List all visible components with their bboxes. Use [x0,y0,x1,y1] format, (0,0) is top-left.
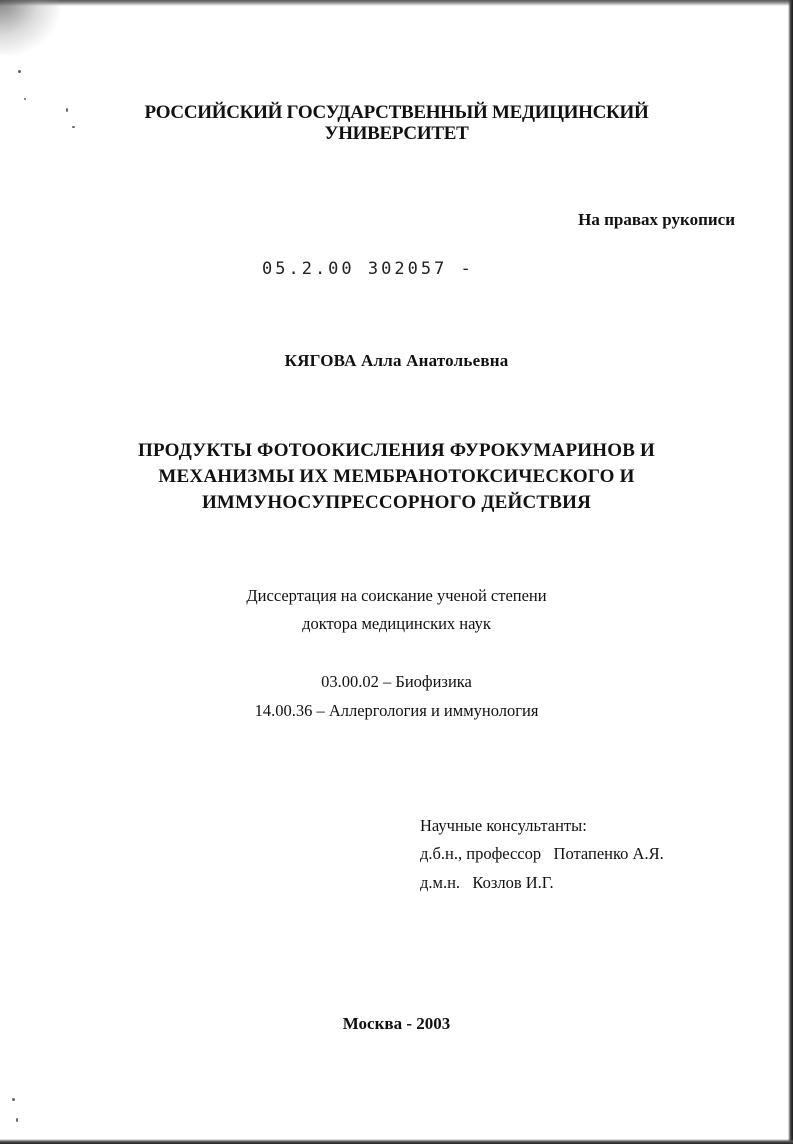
rights-note: На правах рукописи [578,210,735,229]
scan-corner-shadow [0,0,60,55]
scan-speck [24,98,26,100]
consultant-item: д.б.н., профессор Потапенко А.Я. [420,844,664,863]
degree-line2: доктора медицинских наук [302,614,491,633]
author-name [0,351,793,371]
author-given-names: Алла Анатольевна [361,351,509,370]
university-name-line1: РОССИЙСКИЙ ГОСУДАРСТВЕННЫЙ МЕДИЦИНСКИЙ [144,102,649,123]
consultants-heading: Научные консультанты: [420,816,587,835]
thesis-title-line2: МЕХАНИЗМЫ ИХ МЕМБРАНОТОКСИЧЕСКОГО И [158,466,635,487]
specialty-item: 03.00.02 – Биофизика [321,672,472,691]
university-name-line2: УНИВЕРСИТЕТ [324,123,469,144]
thesis-title-line1: ПРОДУКТЫ ФОТООКИСЛЕНИЯ ФУРОКУМАРИНОВ И [137,440,655,461]
scan-edge-top [0,0,793,6]
scan-speck [12,1098,15,1101]
scan-edge-bottom [0,1139,793,1144]
specialty-item: 14.00.36 – Аллергология и иммунология [254,701,539,720]
place-and-year: Москва - 2003 [342,1014,451,1033]
scan-speck [18,70,21,73]
scan-speck [16,1118,18,1122]
author-surname: КЯГОВА [284,351,357,370]
registration-code: 05.2.00 302057 - [262,259,474,279]
scan-edge-right [788,0,793,1144]
degree-line1: Диссертация на соискание ученой степени [246,586,547,605]
thesis-title-line3: ИММУНОСУПРЕССОРНОГО ДЕЙСТВИЯ [201,492,592,513]
consultant-item: д.м.н. Козлов И.Г. [420,873,554,892]
